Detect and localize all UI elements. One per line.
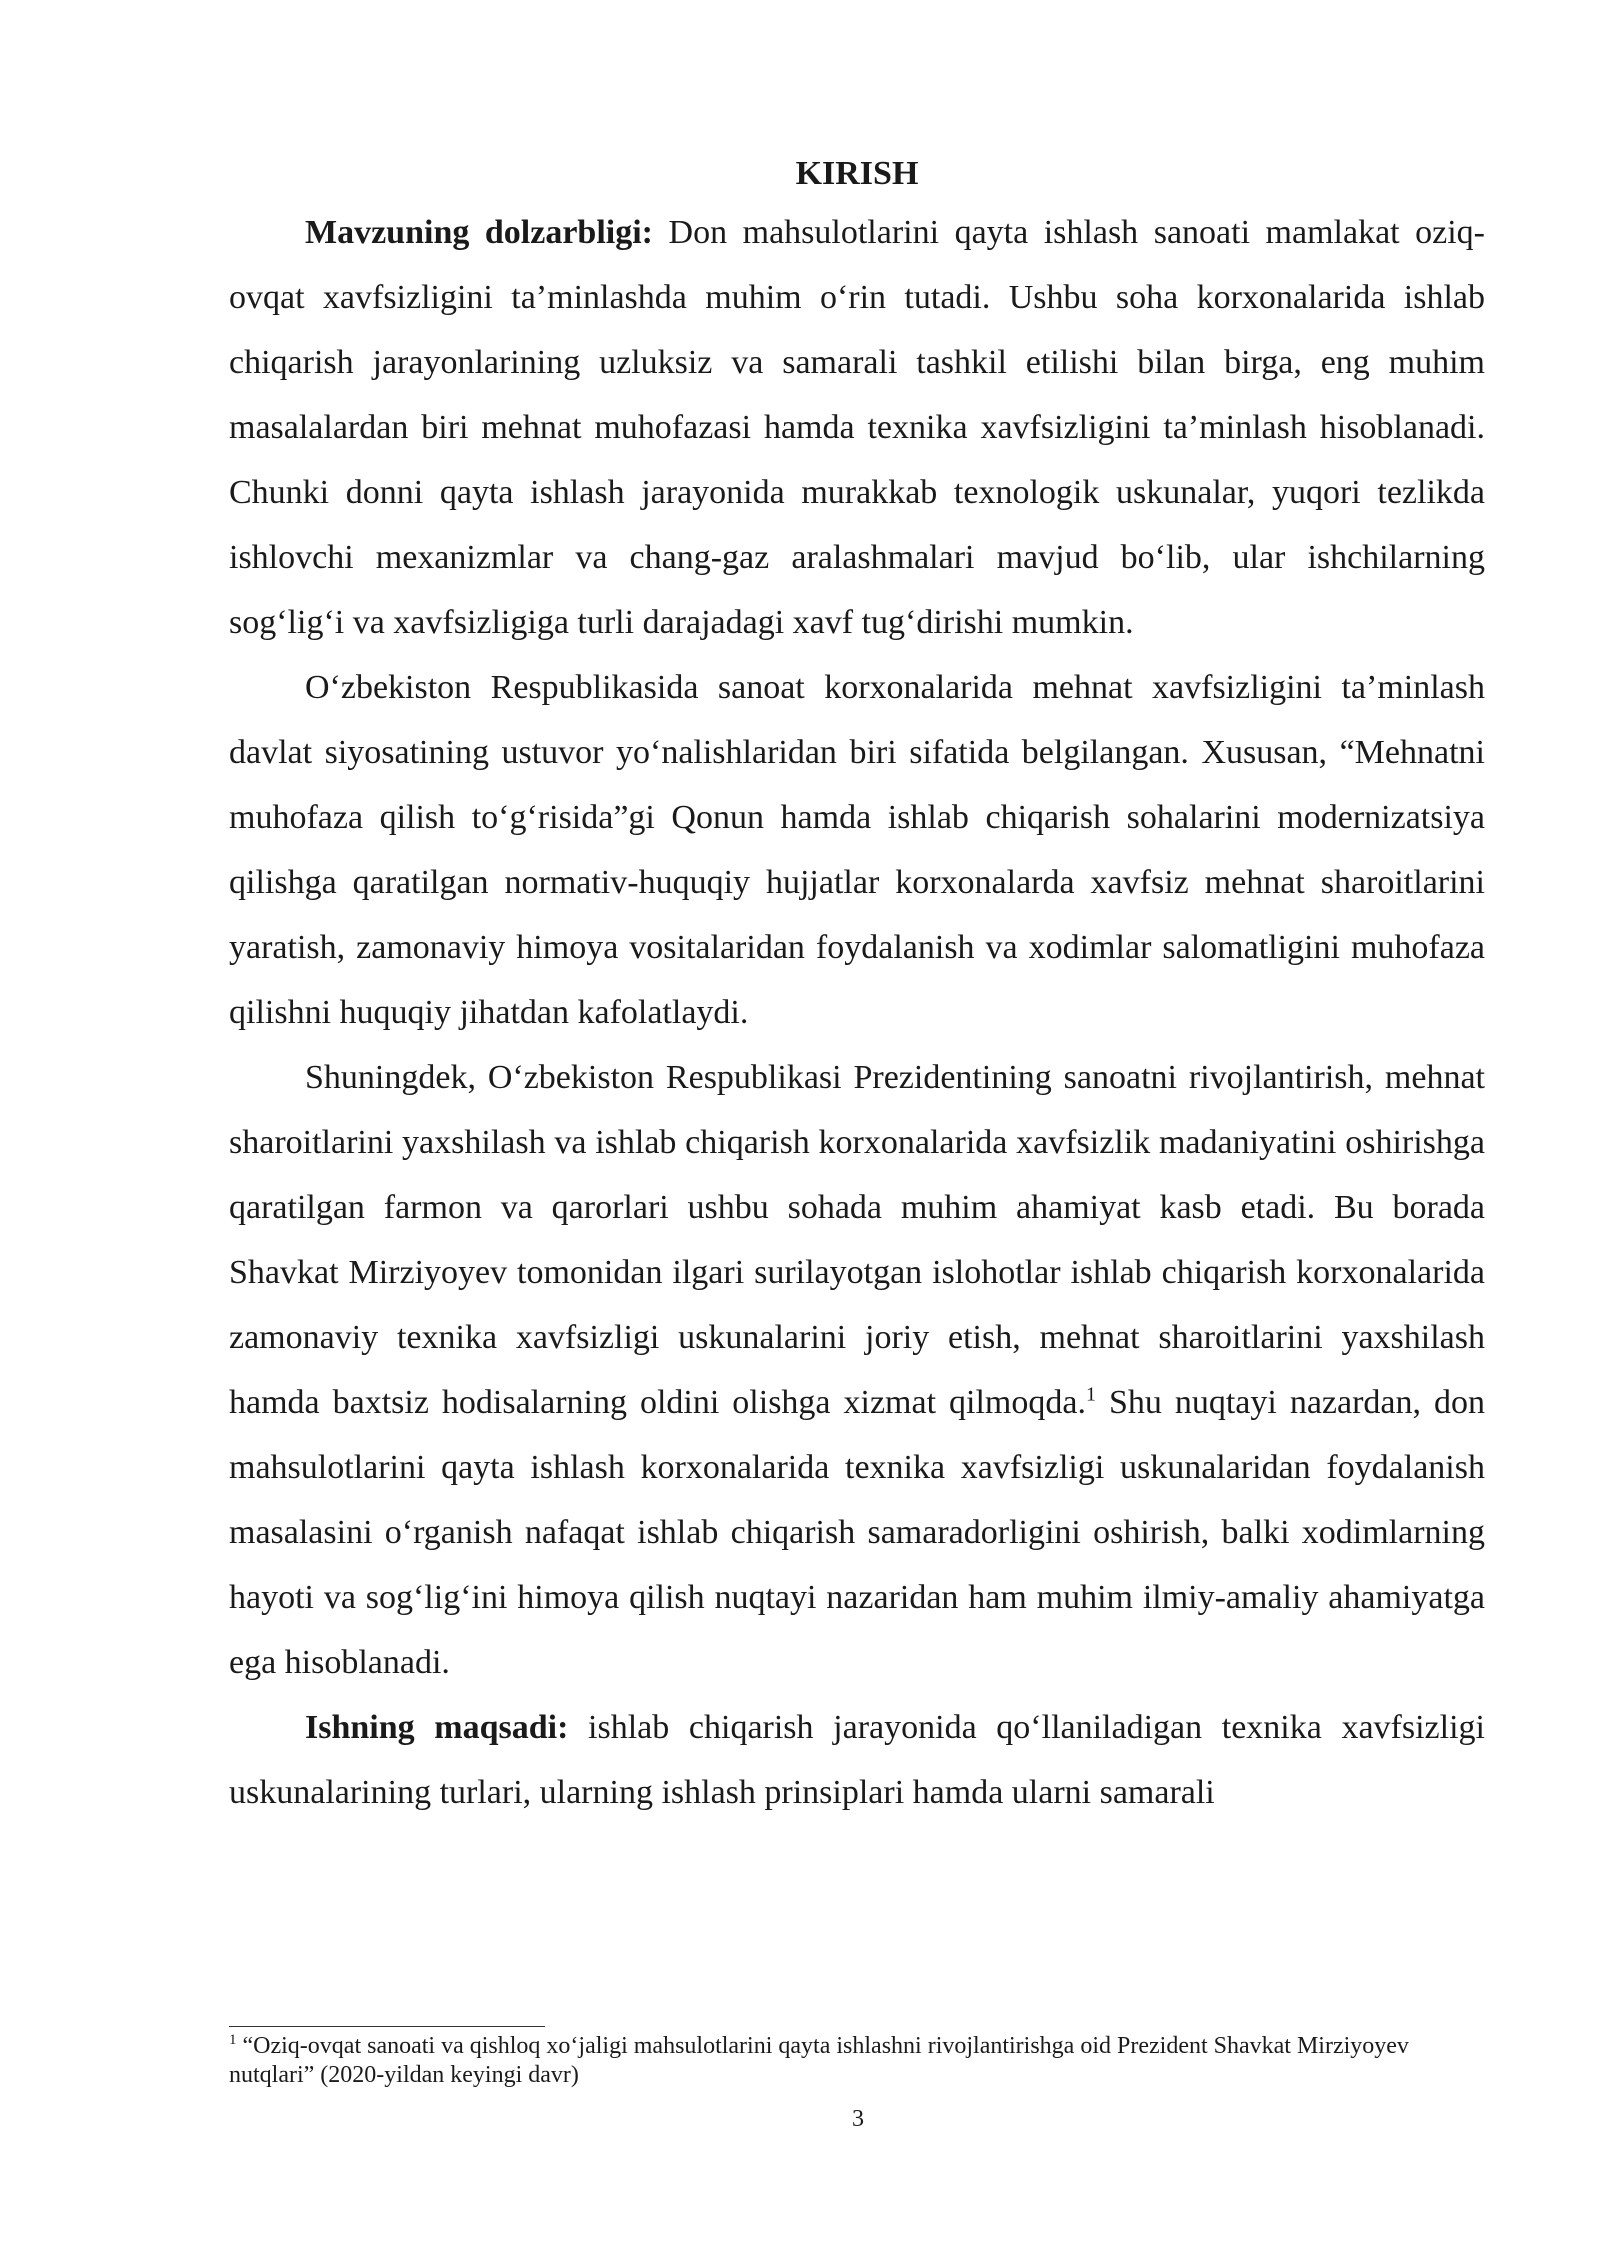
- footnote-reference[interactable]: 1: [1085, 1383, 1096, 1406]
- page-number: 3: [852, 2106, 864, 2132]
- page-body: [229, 148, 1485, 1825]
- footnote-separator: [229, 2026, 545, 2027]
- paragraph-text: Shuningdek, Oʻzbekiston Respublikasi Prezidentining sanoatni rivojlantirish, mehnat sharoitlarini yaxshilash va ishlab chiqarish korxonalarida xavfsizlik madaniyatini oshirishga qaratilgan farmon va qarorlari ushbu sohada muhim ahamiyat kasb etadi. Bu borada Shavkat Mirziyoyev tomonidan ilgari surilayotgan islohotlar ishlab chiqarish korxonalarida zamonaviy texnika xavfsizligi uskunalarini joriy etish, mehnat sharoitlarini yaxshilash hamda baxtsiz hodisalarning oldini olishga xizmat qilmoqda.: [229, 1059, 1485, 1421]
- paragraph-presidential-decrees: [229, 1045, 1485, 1695]
- footnote-text: “Oziq-ovqat sanoati va qishloq xoʻjaligi mahsulotlarini qayta ishlashni rivojlantirishga oid Prezident Shavkat Mirziyoyev nutqlari” (2020-yildan keyingi davr): [229, 2033, 1409, 2088]
- page-title: KIRISH: [795, 155, 919, 192]
- paragraph-text: Don mahsulotlarini qayta ishlash sanoati mamlakat oziq-ovqat xavfsizligini ta’minlashda muhim oʻrin tutadi. Ushbu soha korxonalarida ishlab chiqarish jarayonlarining uzluksiz va samarali tashkil etilishi bilan birga, eng muhim masalalardan biri mehnat muhofazasi hamda texnika xavfsizligini ta’minlash hisoblanadi. Chunki donni qayta ishlash jarayonida murakkab texnologik uskunalar, yuqori tezlikda ishlovchi mexanizmlar va chang-gaz aralashmalari mavjud boʻlib, ular ishchilarning sogʻligʻi va xavfsizligiga turli darajadagi xavf tugʻdirishi mumkin.: [229, 214, 1485, 641]
- paragraph-lead: Mavzuning dolzarbligi:: [305, 214, 653, 251]
- paragraph-text: Oʻzbekiston Respublikasida sanoat korxonalarida mehnat xavfsizligini ta’minlash davlat siyosatining ustuvor yoʻnalishlaridan biri sifatida belgilangan. Xususan, “Mehnatni muhofaza qilish toʻgʻrisida”gi Qonun hamda ishlab chiqarish sohalarini modernizatsiya qilishga qaratilgan normativ-huquqiy hujjatlar korxonalarda xavfsiz mehnat sharoitlarini yaratish, zamonaviy himoya vositalaridan foydalanish va xodimlar salomatligini muhofaza qilishni huquqiy jihatdan kafolatlaydi.: [229, 669, 1485, 1031]
- paragraph-lead: Ishning maqsadi:: [305, 1709, 569, 1746]
- paragraph-goal: [229, 1695, 1485, 1825]
- footnote-number: 1: [229, 2032, 237, 2048]
- paragraph-text: ishlab chiqarish jarayonida qoʻllaniladigan texnika xavfsizligi uskunalarining turlari, ularning ishlash prinsiplari hamda ularni samarali: [229, 1709, 1485, 1811]
- footnote: [229, 2032, 1485, 2090]
- paragraph-legislation: [229, 655, 1485, 1045]
- paragraph-text: Shu nuqtayi nazardan, don mahsulotlarini qayta ishlash korxonalarida texnika xavfsizligi uskunalaridan foydalanish masalasini oʻrganish nafaqat ishlab chiqarish samaradorligini oshirish, balki xodimlarning hayoti va sogʻligʻini himoya qilish nuqtayi nazaridan ham muhim ilmiy-amaliy ahamiyatga ega hisoblanadi.: [229, 1384, 1486, 1681]
- paragraph-relevance: [229, 200, 1485, 655]
